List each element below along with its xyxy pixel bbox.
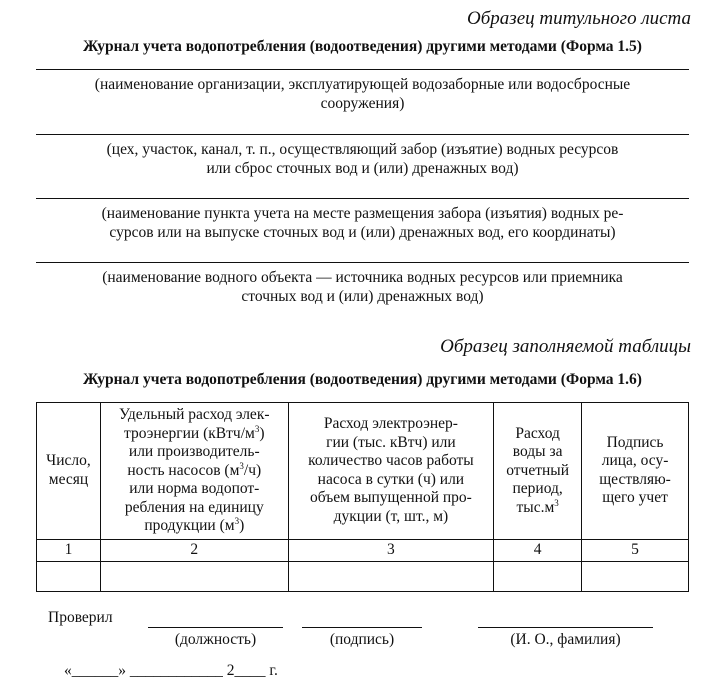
col-number-4: 4 — [494, 539, 582, 561]
col-header-energy-consumption: Расход электроэнер- гии (тыс. кВтч) или количество часов работы насоса в сутки (ч) или объем выпущенной про- дукции (т, шт., м) — [288, 403, 494, 540]
table-row — [37, 561, 689, 591]
column-number-row — [37, 539, 689, 561]
position-caption: (должность) — [174, 631, 257, 648]
field-caption-workshop: (цех, участок, канал, т. п., осуществляющий забор (изъятие) водных ресурсов или сброс сточных вод и (или) дренажных вод) — [106, 141, 619, 177]
col-number-2: 2 — [100, 539, 288, 561]
table-cell-empty — [37, 561, 101, 591]
water-log-table — [36, 402, 689, 592]
col-number-3: 3 — [288, 539, 494, 561]
name-caption: (И. О., фамилия) — [510, 631, 621, 648]
field-line-metering-point — [36, 198, 689, 199]
field-caption-water-body: (наименование водного объекта — источника водных ресурсов или приемника сточных вод и (или) дренажных вод) — [102, 269, 623, 305]
date-line: «______» ____________ 2____ г. — [64, 662, 278, 679]
table-cell-empty — [582, 561, 689, 591]
field-line-workshop — [36, 134, 689, 135]
col-number-1: 1 — [37, 539, 101, 561]
col-header-water-volume: Расход воды за отчетный период, $тыс.м^3$ — [494, 403, 582, 540]
form-1-6-title: Журнал учета водопотребления (водоотведения) другими методами (Форма 1.6) — [83, 371, 642, 388]
table-cell-empty — [288, 561, 494, 591]
title-page-heading: Образец титульного листа — [467, 8, 691, 29]
field-caption-metering-point: (наименование пункта учета на месте размещения забора (изъятия) водных ре- сурсов или на выпуске сточных вод и (или) дренажных вод, его координаты) — [101, 205, 624, 241]
field-line-water-body — [36, 262, 689, 263]
field-line-organization — [36, 69, 689, 70]
table-header-row — [37, 403, 689, 540]
table-cell-empty — [100, 561, 288, 591]
col-header-specific-consumption: Удельный расход элек- троэнергии $(кВтч/м^3)$ или производитель- ность насосов $(м^3/ч)$ или норма водопот- ребления на единицу продукции $(м^3)$ — [100, 403, 288, 540]
signature-line — [302, 627, 422, 628]
col-header-date: Число, месяц — [37, 403, 101, 540]
col-header-signature: Подпись лица, осу- ществляю- щего учет — [582, 403, 689, 540]
table-sample-heading: Образец заполняемой таблицы — [440, 336, 691, 357]
field-caption-organization: (наименование организации, эксплуатирующей водозаборные или водосбросные сооружения) — [94, 76, 631, 112]
position-line — [148, 627, 283, 628]
signature-caption: (подпись) — [329, 631, 395, 648]
name-line — [478, 627, 653, 628]
form-1-5-title: Журнал учета водопотребления (водоотведения) другими методами (Форма 1.5) — [83, 38, 642, 55]
col-number-5: 5 — [582, 539, 689, 561]
checked-by-label: Проверил — [48, 609, 113, 626]
table-cell-empty — [494, 561, 582, 591]
